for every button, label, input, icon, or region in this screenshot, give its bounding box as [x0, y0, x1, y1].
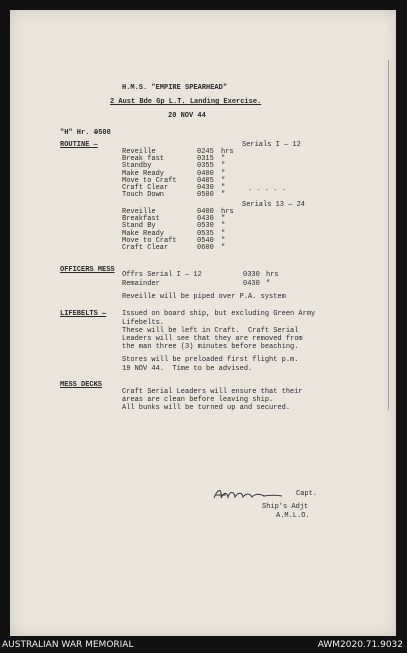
exercise-title: 2 Aust Bde Gp L.T. Landing Exercise.	[110, 98, 262, 106]
routine-unit: hrs	[221, 208, 234, 216]
routine-serials-1: Serials I — 12	[242, 141, 301, 149]
routine-unit: "	[221, 229, 226, 238]
signature-rank: Capt.	[296, 490, 318, 498]
routine-activity: Move to Craft	[122, 176, 177, 185]
routine-time: 0530	[197, 222, 214, 231]
mess-decks-line: All bunks will be turned up and secured.	[122, 404, 291, 412]
mess-row-label: Offrs Serial I — 12	[122, 271, 202, 279]
routine-unit: hrs	[221, 148, 234, 156]
routine-unit: "	[221, 176, 226, 185]
signature-unit: A.M.L.O.	[276, 512, 310, 520]
lifebelts-heading: LIFEBELTS —	[60, 310, 107, 318]
routine-activity: Touch Down	[122, 191, 165, 200]
document-date: 20 NOV 44	[168, 112, 206, 120]
mess-row-time: 0430	[243, 280, 260, 288]
routine-activity: Craft Clear	[122, 184, 169, 192]
lifebelts-line: Leaders will see that they are removed from	[122, 335, 303, 343]
mess-decks-heading: MESS DECKS	[60, 381, 103, 389]
routine-time: 0315	[197, 155, 214, 164]
mess-decks-line: areas are clean before leaving ship.	[122, 396, 274, 404]
routine-activity: Reveille	[122, 148, 156, 156]
h-hour-time: 0500	[94, 129, 111, 137]
routine-time: 0535	[197, 229, 214, 238]
handwritten-signature	[212, 486, 302, 502]
routine-unit: "	[221, 215, 226, 224]
officers-mess-heading: OFFICERS MESS	[60, 266, 115, 274]
routine-unit: "	[221, 191, 226, 200]
routine-time: 0600	[197, 244, 214, 252]
routine-time: 0400	[197, 169, 214, 178]
mess-row-time: 0330	[243, 271, 260, 279]
routine-activity: Breakfast	[122, 215, 160, 224]
routine-activity: Standby	[122, 162, 152, 171]
mess-decks-line: Craft Serial Leaders will ensure that their	[122, 388, 303, 396]
routine-unit: "	[221, 169, 226, 178]
footer-credit: AUSTRALIAN WAR MEMORIAL	[2, 640, 134, 650]
mess-row-label: Remainder	[122, 280, 160, 288]
routine-time: 0355	[197, 162, 214, 171]
document-page	[10, 10, 396, 636]
routine-unit: "	[221, 184, 226, 192]
routine-activity: Craft Clear	[122, 244, 169, 252]
routine-time: 0405	[197, 176, 214, 185]
routine-time: 0540	[197, 236, 214, 245]
mess-note: Reveille will be piped over P.A. system	[122, 293, 286, 301]
routine-serials-2: Serials 13 — 24	[242, 201, 306, 209]
routine-unit: "	[221, 162, 226, 171]
footer-bar	[0, 639, 407, 653]
margin-rule	[388, 60, 389, 410]
routine-unit: "	[221, 155, 226, 164]
mess-row-unit: "	[266, 280, 271, 288]
footer-accession-number: AWM2020.71.9032	[317, 640, 403, 650]
routine-time: 0430	[197, 184, 214, 192]
routine-activity: Make Ready	[122, 169, 165, 178]
routine-activity: Make Ready	[122, 229, 165, 238]
routine-time: 0500	[197, 191, 214, 200]
mess-row-unit: hrs	[266, 271, 279, 279]
routine-unit: "	[221, 236, 226, 245]
h-hour-label: "H" Hr. —	[60, 129, 98, 137]
routine-time: 0245	[197, 148, 214, 156]
signature-title: Ship's Adjt	[262, 503, 309, 511]
stores-line: Stores will be preloaded first flight p.m.	[122, 356, 299, 364]
stores-line: 19 NOV 44. Time to be advised.	[122, 365, 253, 373]
routine-activity: Break fast	[122, 155, 165, 164]
routine-activity: Stand By	[122, 222, 156, 231]
routine-activity: Move to Craft	[122, 236, 177, 245]
lifebelts-line: These will be left in Craft. Craft Serial	[122, 327, 299, 335]
dashed-divider: - - - - -	[248, 187, 286, 195]
routine-unit: "	[221, 222, 226, 231]
routine-unit: "	[221, 244, 226, 252]
ship-name: H.M.S. "EMPIRE SPEARHEAD"	[122, 84, 228, 92]
routine-time: 0400	[197, 208, 214, 216]
routine-heading: ROUTINE —	[60, 141, 98, 149]
routine-time: 0430	[197, 215, 214, 224]
routine-activity: Reveille	[122, 208, 156, 216]
lifebelts-line: Issued on board ship, but excluding Green Army	[122, 310, 316, 318]
lifebelts-line: Lifebelts.	[122, 319, 165, 327]
lifebelts-line: the man three (3) minutes before beaching.	[122, 343, 299, 351]
